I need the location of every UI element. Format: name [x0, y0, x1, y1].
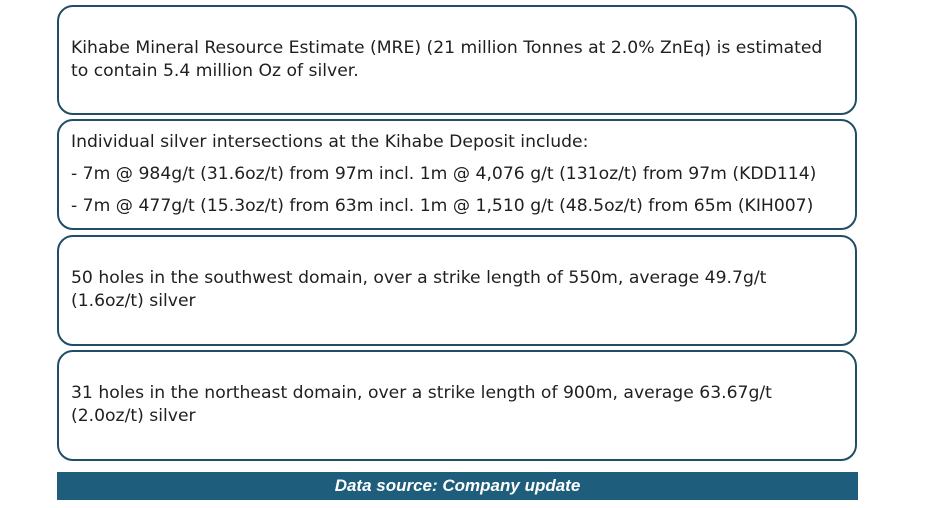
northeast-domain-text: 31 holes in the northeast domain, over a strike length of 900m, average 63.67g/t (2.0oz/t) silver: [71, 383, 772, 426]
mre-summary-box: [57, 5, 857, 115]
southwest-domain-box: [57, 235, 857, 346]
intersection-item-1: - 7m @ 984g/t (31.6oz/t) from 97m incl. 1m @ 4,076 g/t (131oz/t) from 97m (KDD114): [71, 164, 817, 184]
intersection-item-2: - 7m @ 477g/t (15.3oz/t) from 63m incl. 1m @ 1,510 g/t (48.5oz/t) from 65m (KIH007): [71, 196, 814, 216]
data-source-footer: Data source: Company update: [57, 472, 858, 500]
intersections-box: [57, 119, 857, 230]
southwest-domain-text: 50 holes in the southwest domain, over a strike length of 550m, average 49.7g/t (1.6oz/t) silver: [71, 268, 767, 311]
mre-summary-text: Kihabe Mineral Resource Estimate (MRE) (21 million Tonnes at 2.0% ZnEq) is estimated to contain 5.4 million Oz of silver.: [71, 38, 823, 81]
northeast-domain-box: [57, 350, 857, 461]
intersections-heading: Individual silver intersections at the Kihabe Deposit include:: [71, 132, 589, 152]
